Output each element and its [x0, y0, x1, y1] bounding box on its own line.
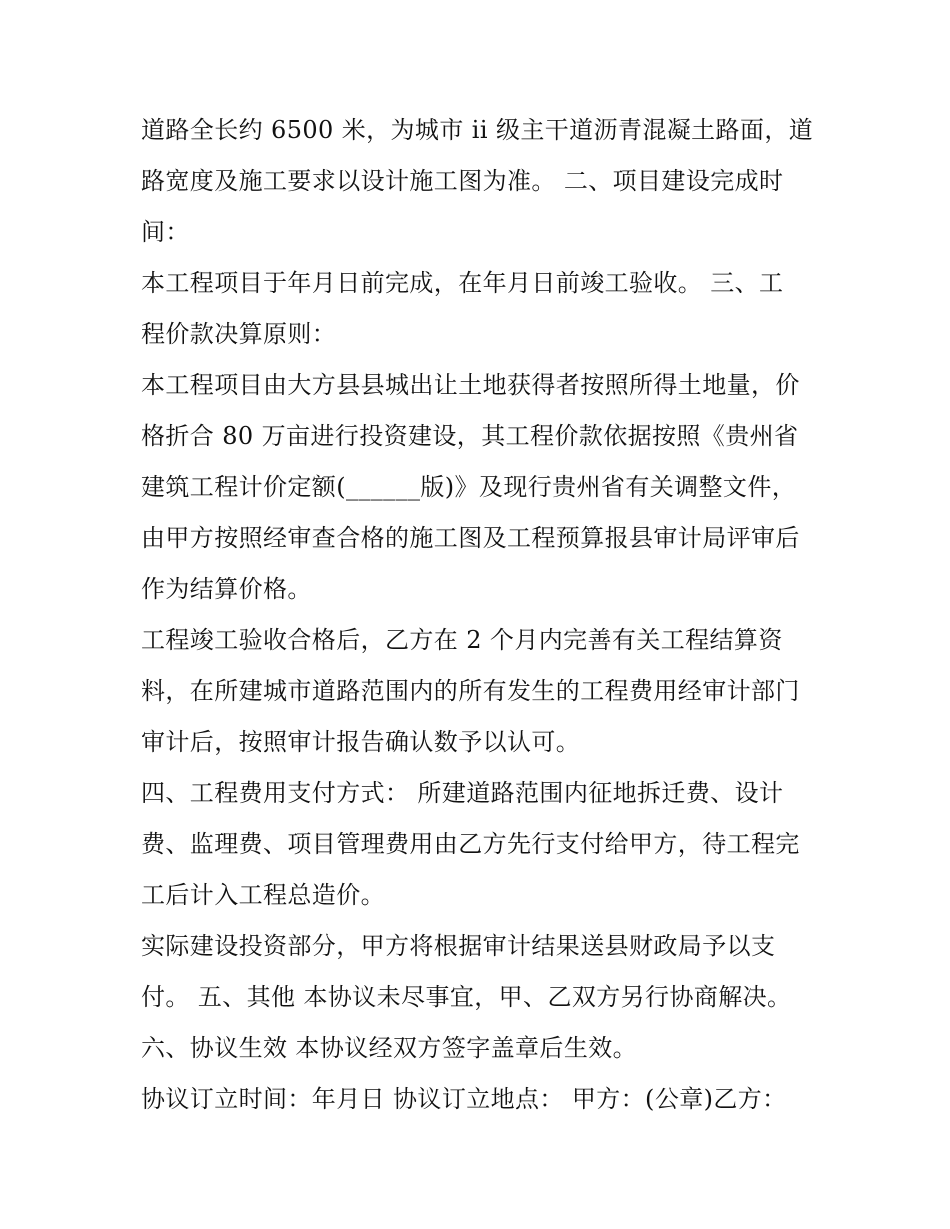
text-line: 工程竣工验收合格后，乙方在 2 个月内完善有关工程结算资	[141, 626, 783, 654]
text-line: 路宽度及施工要求以设计施工图为准。 二、项目建设完成时	[141, 167, 784, 195]
text-line: 本工程项目于年月日前完成，在年月日前竣工验收。 三、工	[141, 269, 784, 297]
text-line: 作为结算价格。	[141, 575, 312, 603]
text-line: 付。 五、其他 本协议未尽事宜，甲、乙双方另行协商解决。	[141, 983, 792, 1011]
text-line: 间：	[141, 218, 190, 246]
text-line: 格折合 80 万亩进行投资建设，其工程价款依据按照《贵州省	[141, 422, 799, 450]
text-line: 实际建设投资部分，甲方将根据审计结果送县财政局予以支	[141, 932, 776, 960]
text-line: 费、监理费、项目管理费用由乙方先行支付给甲方，待工程完	[141, 830, 800, 858]
text-line: 道路全长约 6500 米，为城市 ii 级主干道沥青混凝土路面，道	[141, 116, 814, 144]
text-line: 建筑工程计价定额(______版)》及现行贵州省有关调整文件，	[141, 473, 797, 501]
text-line: 由甲方按照经审查合格的施工图及工程预算报县审计局评审后	[141, 524, 800, 552]
text-line: 六、协议生效 本协议经双方签字盖章后生效。	[141, 1034, 638, 1062]
text-line: 四、工程费用支付方式： 所建道路范围内征地拆迁费、设计	[141, 779, 784, 807]
text-line: 本工程项目由大方县县城出让土地获得者按照所得土地量，价	[141, 371, 800, 399]
text-line: 料，在所建城市道路范围内的所有发生的工程费用经审计部门	[141, 677, 800, 705]
text-line: 协议订立时间：年月日 协议订立地点： 甲方：(公章)乙方：	[141, 1085, 787, 1113]
text-line: 审计后，按照审计报告确认数予以认可。	[141, 728, 581, 756]
text-line: 工后计入工程总造价。	[141, 881, 385, 909]
text-line: 程价款决算原则：	[141, 320, 337, 348]
